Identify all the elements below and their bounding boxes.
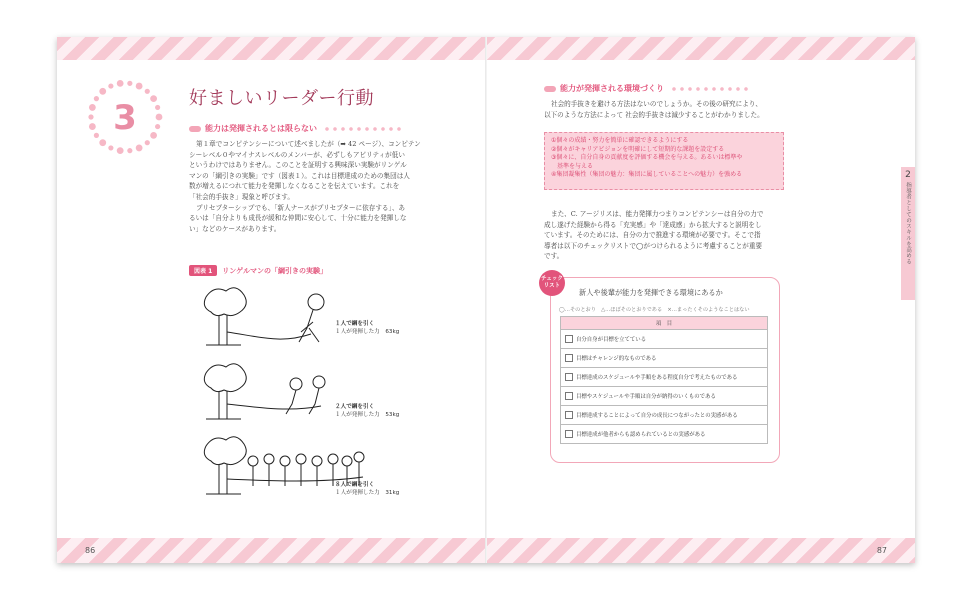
ring-dot xyxy=(108,145,113,150)
method-item: ③個々に、自分自身の貢献度を評価する機会を与える。あるいは標準や xyxy=(551,154,743,162)
checklist-item-text: 目標はチャレンジ的なものである xyxy=(576,355,657,362)
figure-caption-2 xyxy=(335,403,399,419)
book-spread xyxy=(57,37,915,563)
caption-line: １人が発揮した力 31kg xyxy=(335,490,400,496)
paragraph-line: というわけではありません。このことを証明する興味深い実験がリンゲル xyxy=(189,161,407,170)
paragraph-line: 第１章でコンピテンシーについて述べましたが（➡ 42 ページ）、コンピテン xyxy=(196,140,421,148)
checklist-item-text: 自分自身が目標を立てている xyxy=(576,336,647,343)
section-heading-text: 能力が発揮される環境づくり xyxy=(560,84,664,93)
caption-line: １人が発揮した力 63kg xyxy=(335,329,400,335)
checklist-item-text: 目標やスケジュールや手順は自分が納得のいくものである xyxy=(576,393,716,400)
chapter-number: 3 xyxy=(113,98,137,138)
section-heading-right xyxy=(544,83,748,94)
checklist-item-text: 目標達成することによって自分の成長につながったとの実感がある xyxy=(576,412,738,419)
heading-marker xyxy=(544,86,556,92)
paragraph-line: 以下のような方法によって 社会的手抜きは減少することがわかりました。 xyxy=(544,110,764,119)
page-number-left: 86 xyxy=(85,546,96,555)
ring-dot xyxy=(150,132,157,139)
ring-dot xyxy=(89,123,96,130)
ring-dot xyxy=(94,96,99,101)
figure-label xyxy=(189,265,327,276)
ring-dot xyxy=(145,140,150,145)
ring-dot xyxy=(136,145,143,152)
paragraph-line: シーレベル０やマイナスレベルのメンバーが、必ずしもアビリティが低い xyxy=(189,150,405,159)
checklist-title: 新人や後輩が能力を発揮できる環境にあるか xyxy=(579,288,723,297)
caption-line: １人で綱を引く xyxy=(335,321,375,327)
heading-dots xyxy=(670,86,748,92)
ring-dot xyxy=(99,88,106,95)
figure-caption-1 xyxy=(335,320,399,336)
page-number-right: 87 xyxy=(876,546,887,555)
section-heading-text: 能力は発揮されるとは限らない xyxy=(205,124,317,133)
paragraph-line: マンの「綱引きの実験」です（図表１）。これは目標達成のための集団は人 xyxy=(189,171,410,180)
paragraph-line: い」などのケースがあります。 xyxy=(189,224,281,233)
heading-marker xyxy=(189,126,201,132)
paragraph-line: また、C. アージリスは、能力発揮力つまりコンピテンシーは自分の力で xyxy=(551,210,764,218)
checkbox[interactable] xyxy=(565,373,573,381)
checkbox[interactable] xyxy=(565,392,573,400)
side-tab-number: 2 xyxy=(905,170,911,180)
checklist-item-text: 目標達成のスケジュールや手順をある程度自分で考えたものである xyxy=(576,374,738,381)
badge-line: チェック xyxy=(541,276,563,282)
side-tab-text: 指導者としてのスキルを高める xyxy=(905,182,911,265)
table-row xyxy=(561,387,768,406)
ring-dot xyxy=(108,83,113,88)
checklist-header: 項 目 xyxy=(561,317,768,330)
method-item: ②個々がキャリアビジョンを明確にして短期的な課題を設定する xyxy=(551,145,725,153)
table-row xyxy=(561,406,768,425)
figure-title: リンゲルマンの「綱引きの実験」 xyxy=(222,266,327,275)
ring-dot xyxy=(117,80,124,87)
paragraph-line: 「社会的手抜き」現象と呼びます。 xyxy=(189,192,294,201)
checkbox[interactable] xyxy=(565,335,573,343)
table-row xyxy=(561,330,768,349)
page-title: 好ましいリーダー行動 xyxy=(189,88,374,109)
ring-dot xyxy=(145,89,150,94)
method-item: 基準を与える xyxy=(551,162,594,170)
caption-line: ２人で綱を引く xyxy=(335,404,375,410)
ring-dot xyxy=(99,139,106,146)
chapter-side-tab xyxy=(901,167,915,300)
checkbox[interactable] xyxy=(565,430,573,438)
paragraph-line: プリセプターシップでも、「新人ナースがプリセプターに依存する」、あ xyxy=(196,203,406,212)
ring-dot xyxy=(150,95,157,102)
chapter-dot-ring xyxy=(85,77,165,157)
checklist-legend: ◯…そのとおり △…ほぼそのとおりである ×…まったくそのようなことはない xyxy=(559,307,750,313)
paragraph-line: です。 xyxy=(544,252,564,261)
table-row xyxy=(561,368,768,387)
tug-illustration-one-person xyxy=(191,282,341,352)
heading-dots xyxy=(323,126,401,132)
ring-dot xyxy=(127,148,132,153)
paragraph-line: 社会的手抜きを避ける方法はないのでしょうか。その後の研究により、 xyxy=(551,100,762,108)
method-item: ①個々の成績・努力を簡単に確認できるようにする xyxy=(551,137,689,144)
paragraph-line: 導者は以下のチェックリストで◯がつけられるように考慮することが重要 xyxy=(544,241,763,250)
ring-dot xyxy=(155,105,160,110)
badge-line: リスト xyxy=(543,283,561,289)
ring-dot xyxy=(94,133,99,138)
paragraph-line: るいは「自分よりも成長が緩和な仲間に安心して、十分に能力を発揮しな xyxy=(189,214,407,223)
caption-line: １人が発揮した力 53kg xyxy=(335,412,400,418)
checklist-badge xyxy=(539,270,565,296)
method-item: ④集団凝集性（集団の魅力：集団に属していることへの魅力）を強める xyxy=(551,171,743,179)
paragraph-line: 成し遂げた経験から得る「充実感」や「達成感」から拡大すると説明をし xyxy=(544,220,762,229)
right-intro-text xyxy=(544,99,834,120)
methods-box xyxy=(544,132,784,190)
table-row xyxy=(561,425,768,444)
page-gutter xyxy=(485,37,487,563)
ring-dot xyxy=(156,114,163,121)
checklist-table xyxy=(560,316,768,444)
ring-dot xyxy=(117,147,124,154)
left-body-text xyxy=(189,139,469,234)
ring-dot xyxy=(127,81,132,86)
tug-illustration-two-people xyxy=(191,362,341,427)
figure-caption-3 xyxy=(335,481,399,497)
section-heading-left xyxy=(189,123,401,134)
checkbox[interactable] xyxy=(565,411,573,419)
ring-dot xyxy=(136,83,143,90)
figure-tag: 図表 1 xyxy=(189,265,217,276)
ring-dot xyxy=(155,124,160,129)
paragraph-line: ています。そのためには、自分の力で推進する環境が必要です。そこで指 xyxy=(544,231,761,240)
checkbox[interactable] xyxy=(565,354,573,362)
ring-dot xyxy=(88,114,93,119)
right-body-text xyxy=(544,209,834,262)
checklist-panel xyxy=(550,277,780,463)
caption-line: ８人で綱を引く xyxy=(335,482,375,488)
table-row xyxy=(561,349,768,368)
paragraph-line: 数が増えるにつれて能力を発揮しなくなることを伝えています。これを xyxy=(189,182,400,191)
ring-dot xyxy=(89,104,96,111)
checklist-item-text: 目標達成が他者からも認められているとの実感がある xyxy=(576,431,706,438)
